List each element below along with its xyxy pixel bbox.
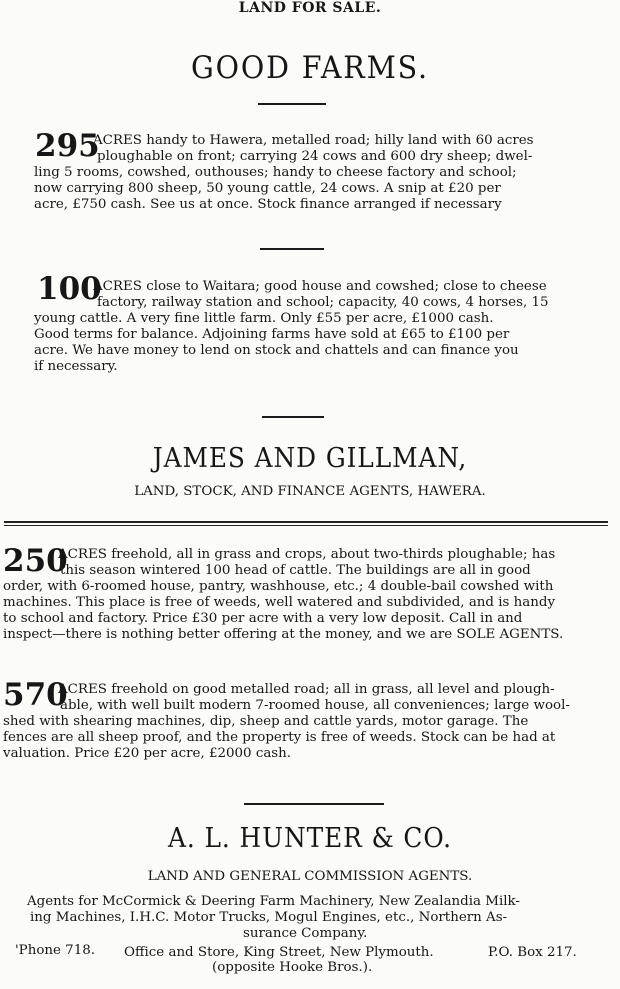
listing-line: inspect—there is nothing better offering at the money, and we are SOLE AGENTS. [3, 627, 564, 642]
divider [258, 103, 326, 105]
listing-line: ling 5 rooms, cowshed, outhouses; handy to cheese factory and school; [34, 165, 517, 180]
listing-line: now carrying 800 sheep, 50 young cattle, 24 cows. A snip at £20 per [34, 181, 501, 196]
listing-line: ACRES handy to Hawera, metalled road; hilly land with 60 acres [93, 133, 534, 148]
listing-line: ACRES freehold on good metalled road; all in grass, all level and plough- [58, 682, 555, 697]
agent-name: JAMES AND GILLMAN, [152, 443, 468, 474]
column-heading: LAND FOR SALE. [238, 0, 382, 16]
section-title: GOOD FARMS. [191, 50, 429, 86]
details-line: Agents for McCormick & Deering Farm Machinery, New Zealandia Milk- [27, 894, 520, 909]
listing-line: ACRES close to Waitara; good house and cowshed; close to cheese [93, 279, 547, 294]
divider [262, 416, 324, 418]
listing-line: Good terms for balance. Adjoining farms have sold at £65 to £100 per [34, 327, 510, 342]
listing-line: acre. We have money to lend on stock and chattels and can finance you [34, 343, 519, 358]
agent-subtitle: LAND, STOCK, AND FINANCE AGENTS, HAWERA. [134, 484, 486, 499]
office-address: Office and Store, King Street, New Plymouth. [124, 945, 434, 960]
details-line: surance Company. [243, 926, 368, 941]
po-box: P.O. Box 217. [488, 945, 577, 960]
listing-number: 100 [37, 271, 102, 307]
listing-line: acre, £750 cash. See us at once. Stock finance arranged if necessary [34, 197, 502, 212]
listing-number: 250 [3, 543, 68, 579]
listing-line: shed with shearing machines, dip, sheep and cattle yards, motor garage. The [3, 714, 529, 729]
listing-line: machines. This place is free of weeds, well watered and subdivided, and is handy [3, 595, 556, 610]
divider [260, 248, 324, 250]
listing-line: fences are all sheep proof, and the property is free of weeds. Stock can be had at [3, 730, 556, 745]
listing-line: able, with well built modern 7-roomed house, all conveniences; large wool- [60, 698, 570, 713]
listing-line: valuation. Price £20 per acre, £2000 cash. [3, 746, 292, 761]
details-line: ing Machines, I.H.C. Motor Trucks, Mogul Engines, etc., Northern As- [30, 910, 508, 925]
address-note: (opposite Hooke Bros.). [212, 960, 373, 975]
listing-number: 570 [3, 677, 68, 713]
listing-line: ACRES freehold, all in grass and crops, about two-thirds ploughable; has [58, 547, 556, 562]
listing-line: to school and factory. Price £30 per acre with a very low deposit. Call in and [3, 611, 523, 626]
phone-number: 'Phone 718. [15, 943, 95, 958]
listing-line: factory, railway station and school; capacity, 40 cows, 4 horses, 15 [97, 295, 549, 310]
listing-line: ploughable on front; carrying 24 cows and 600 dry sheep; dwel- [97, 149, 533, 164]
divider [244, 803, 384, 805]
listing-line: if necessary. [34, 359, 118, 374]
listing-line: young cattle. A very fine little farm. Only £55 per acre, £1000 cash. [34, 311, 494, 326]
listing-number: 295 [35, 128, 100, 164]
listing-line: order, with 6-roomed house, pantry, washhouse, etc.; 4 double-bail cowshed with [3, 579, 554, 594]
agent-subtitle: LAND AND GENERAL COMMISSION AGENTS. [147, 869, 473, 884]
listing-line: this season wintered 100 head of cattle. The buildings are all in good [60, 563, 531, 578]
agent-name: A. L. HUNTER & CO. [167, 823, 453, 854]
section-divider [4, 521, 608, 526]
